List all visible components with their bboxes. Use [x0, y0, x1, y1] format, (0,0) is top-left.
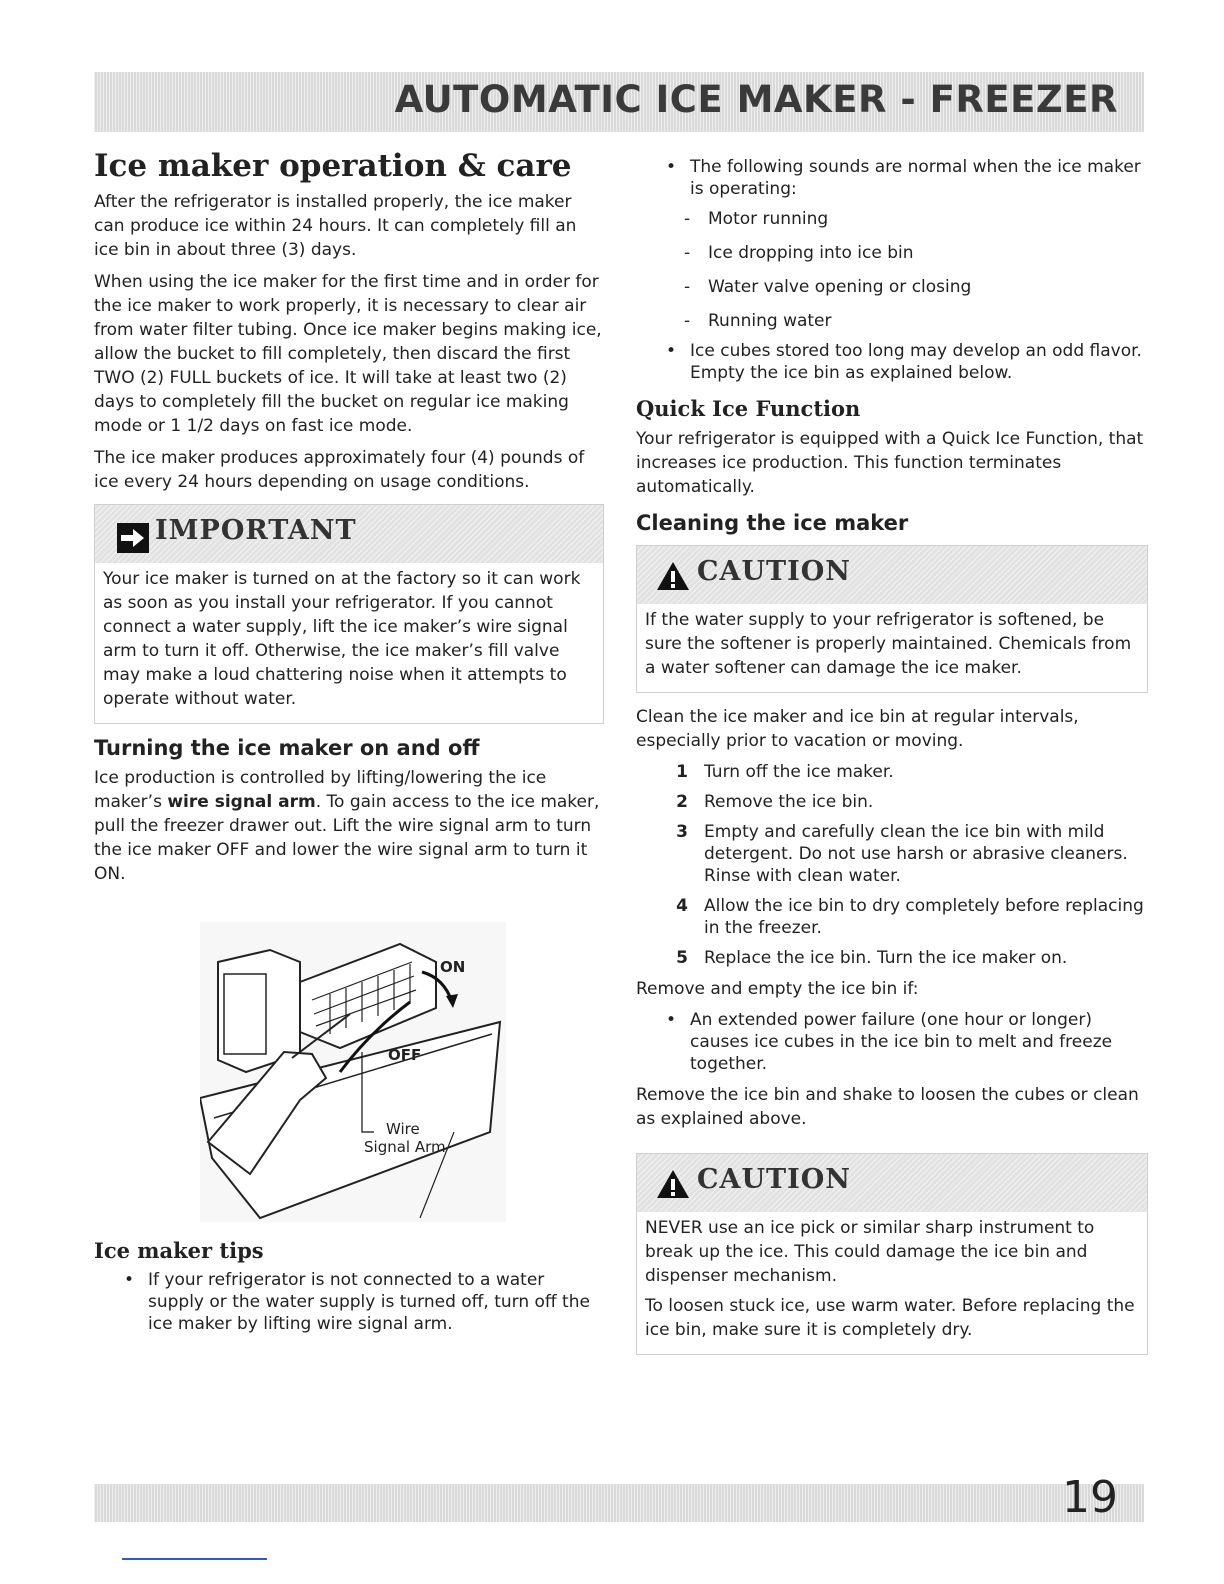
remove-intro: Remove and empty the ice bin if: — [636, 979, 919, 999]
turning-paragraph: Ice production is controlled by lifting/lowering the ice maker’s wire signal arm. To gain access to the ice maker, pull the freezer drawer out. Lift the wire signal arm to turn the ice maker OFF and lower the wire signal arm to turn it ON. — [94, 768, 600, 884]
step-item: 4 Allow the ice bin to dry completely before replacing in the freezer. — [676, 896, 1144, 938]
important-header — [95, 505, 603, 563]
remove-shake-paragraph: Remove the ice bin and shake to loosen the cubes or clean as explained above. — [636, 1085, 1139, 1129]
wire-label: Wire — [386, 1120, 420, 1138]
left-column — [94, 148, 604, 1343]
section-title: Ice maker operation & care — [94, 148, 572, 184]
list-item: • The following sounds are normal when the ice maker is operating: - Motor running - Ice dropping into ice bin - Water valve opening or closing - Running water — [690, 156, 1148, 336]
first-use-paragraph: When using the ice maker for the first time and in order for the ice maker to work properly, it is necessary to clear air from water filter tubing. Once ice maker begins making ice, allow the bucket to fill completely, then discard the first TWO (2) FULL buckets of ice. It will take at least two (2) days to completely fill the bucket on regular ice making mode or 1 1/2 days on fast ice mode. — [94, 272, 602, 436]
intro-paragraph: After the refrigerator is installed properly, the ice maker can produce ice within 24 hours. It can completely fill an ice bin in about three (3) days. — [94, 192, 577, 260]
caution-title: CAUTION — [697, 556, 851, 587]
bottom-divider — [122, 1558, 267, 1560]
ice-maker-illustration — [200, 922, 506, 1222]
arrow-right-icon — [117, 523, 149, 553]
caution-notice-softener — [636, 545, 1148, 693]
step-item: 3 Empty and carefully clean the ice bin with mild detergent. Do not use harsh or abrasive cleaners. Rinse with clean water. — [676, 822, 1128, 886]
caution-header — [637, 1154, 1147, 1212]
list-item: • If your refrigerator is not connected to a water supply or the water supply is turned off, turn off the ice maker by lifting wire signal arm. — [148, 1269, 604, 1335]
caution-title: CAUTION — [697, 1164, 851, 1195]
page-number: 19 — [1062, 1472, 1118, 1523]
quick-ice-title: Quick Ice Function — [636, 396, 861, 421]
on-label: ON — [440, 958, 466, 976]
footer-band — [94, 1472, 1144, 1523]
important-text: Your ice maker is turned on at the factory so it can work as soon as you install your refrigerator. If you cannot connect a water supply, lift the ice maker’s wire signal arm to turn it off. Otherwise, the ice maker’s fill valve may make a loud chattering noise when it attempts to operate without water. — [103, 569, 581, 709]
cleaning-steps — [636, 761, 1148, 969]
page-header-title: AUTOMATIC ICE MAKER - FREEZER — [394, 78, 1118, 121]
sounds-sublist — [690, 204, 1148, 336]
remove-list — [636, 1009, 1148, 1075]
warning-icon — [655, 560, 691, 592]
signal-arm-label: Signal Arm — [364, 1138, 446, 1156]
caution-text: If the water supply to your refrigerator is softened, be sure the softener is properly maintained. Chemicals from a water softener can damage the ice maker. — [645, 610, 1132, 678]
clean-intro-paragraph: Clean the ice maker and ice bin at regular intervals, especially prior to vacation or moving. — [636, 707, 1079, 751]
list-item: • An extended power failure (one hour or longer) causes ice cubes in the ice bin to melt and freeze together. — [690, 1009, 1148, 1075]
important-notice — [94, 504, 604, 724]
step-item: 2 Remove the ice bin. — [676, 792, 874, 812]
quick-ice-paragraph: Your refrigerator is equipped with a Quick Ice Function, that increases ice production. This function terminates automatically. — [636, 429, 1144, 497]
caution-header — [637, 546, 1147, 604]
turning-title: Turning the ice maker on and off — [94, 736, 480, 760]
cleaning-title: Cleaning the ice maker — [636, 511, 909, 535]
sounds-list — [636, 156, 1148, 384]
list-item: - Water valve opening or closing — [708, 272, 1148, 302]
caution-text: NEVER use an ice pick or similar sharp instrument to break up the ice. This could damage the ice bin and dispenser mechanism. — [645, 1218, 1095, 1286]
wire-signal-arm-emphasis: wire signal arm — [167, 792, 316, 812]
caution-notice-ice-pick — [636, 1153, 1148, 1355]
important-title: IMPORTANT — [155, 515, 357, 546]
caution-text: To loosen stuck ice, use warm water. Before replacing the ice bin, make sure it is completely dry. — [645, 1296, 1135, 1340]
header-band — [94, 72, 1144, 132]
step-item: 5 Replace the ice bin. Turn the ice maker on. — [676, 948, 1068, 968]
step-item: 1 Turn off the ice maker. — [676, 762, 894, 782]
list-item: - Ice dropping into ice bin — [708, 238, 1148, 268]
off-label: OFF — [388, 1046, 422, 1064]
list-item: - Running water — [708, 306, 1148, 336]
warning-icon — [655, 1168, 691, 1200]
list-item: - Motor running — [708, 204, 1148, 234]
tips-title: Ice maker tips — [94, 1238, 264, 1263]
tips-list — [94, 1269, 604, 1335]
production-paragraph: The ice maker produces approximately four (4) pounds of ice every 24 hours depending on usage conditions. — [94, 448, 585, 492]
list-item: • Ice cubes stored too long may develop an odd flavor. Empty the ice bin as explained below. — [690, 340, 1148, 384]
right-column — [636, 148, 1148, 1367]
